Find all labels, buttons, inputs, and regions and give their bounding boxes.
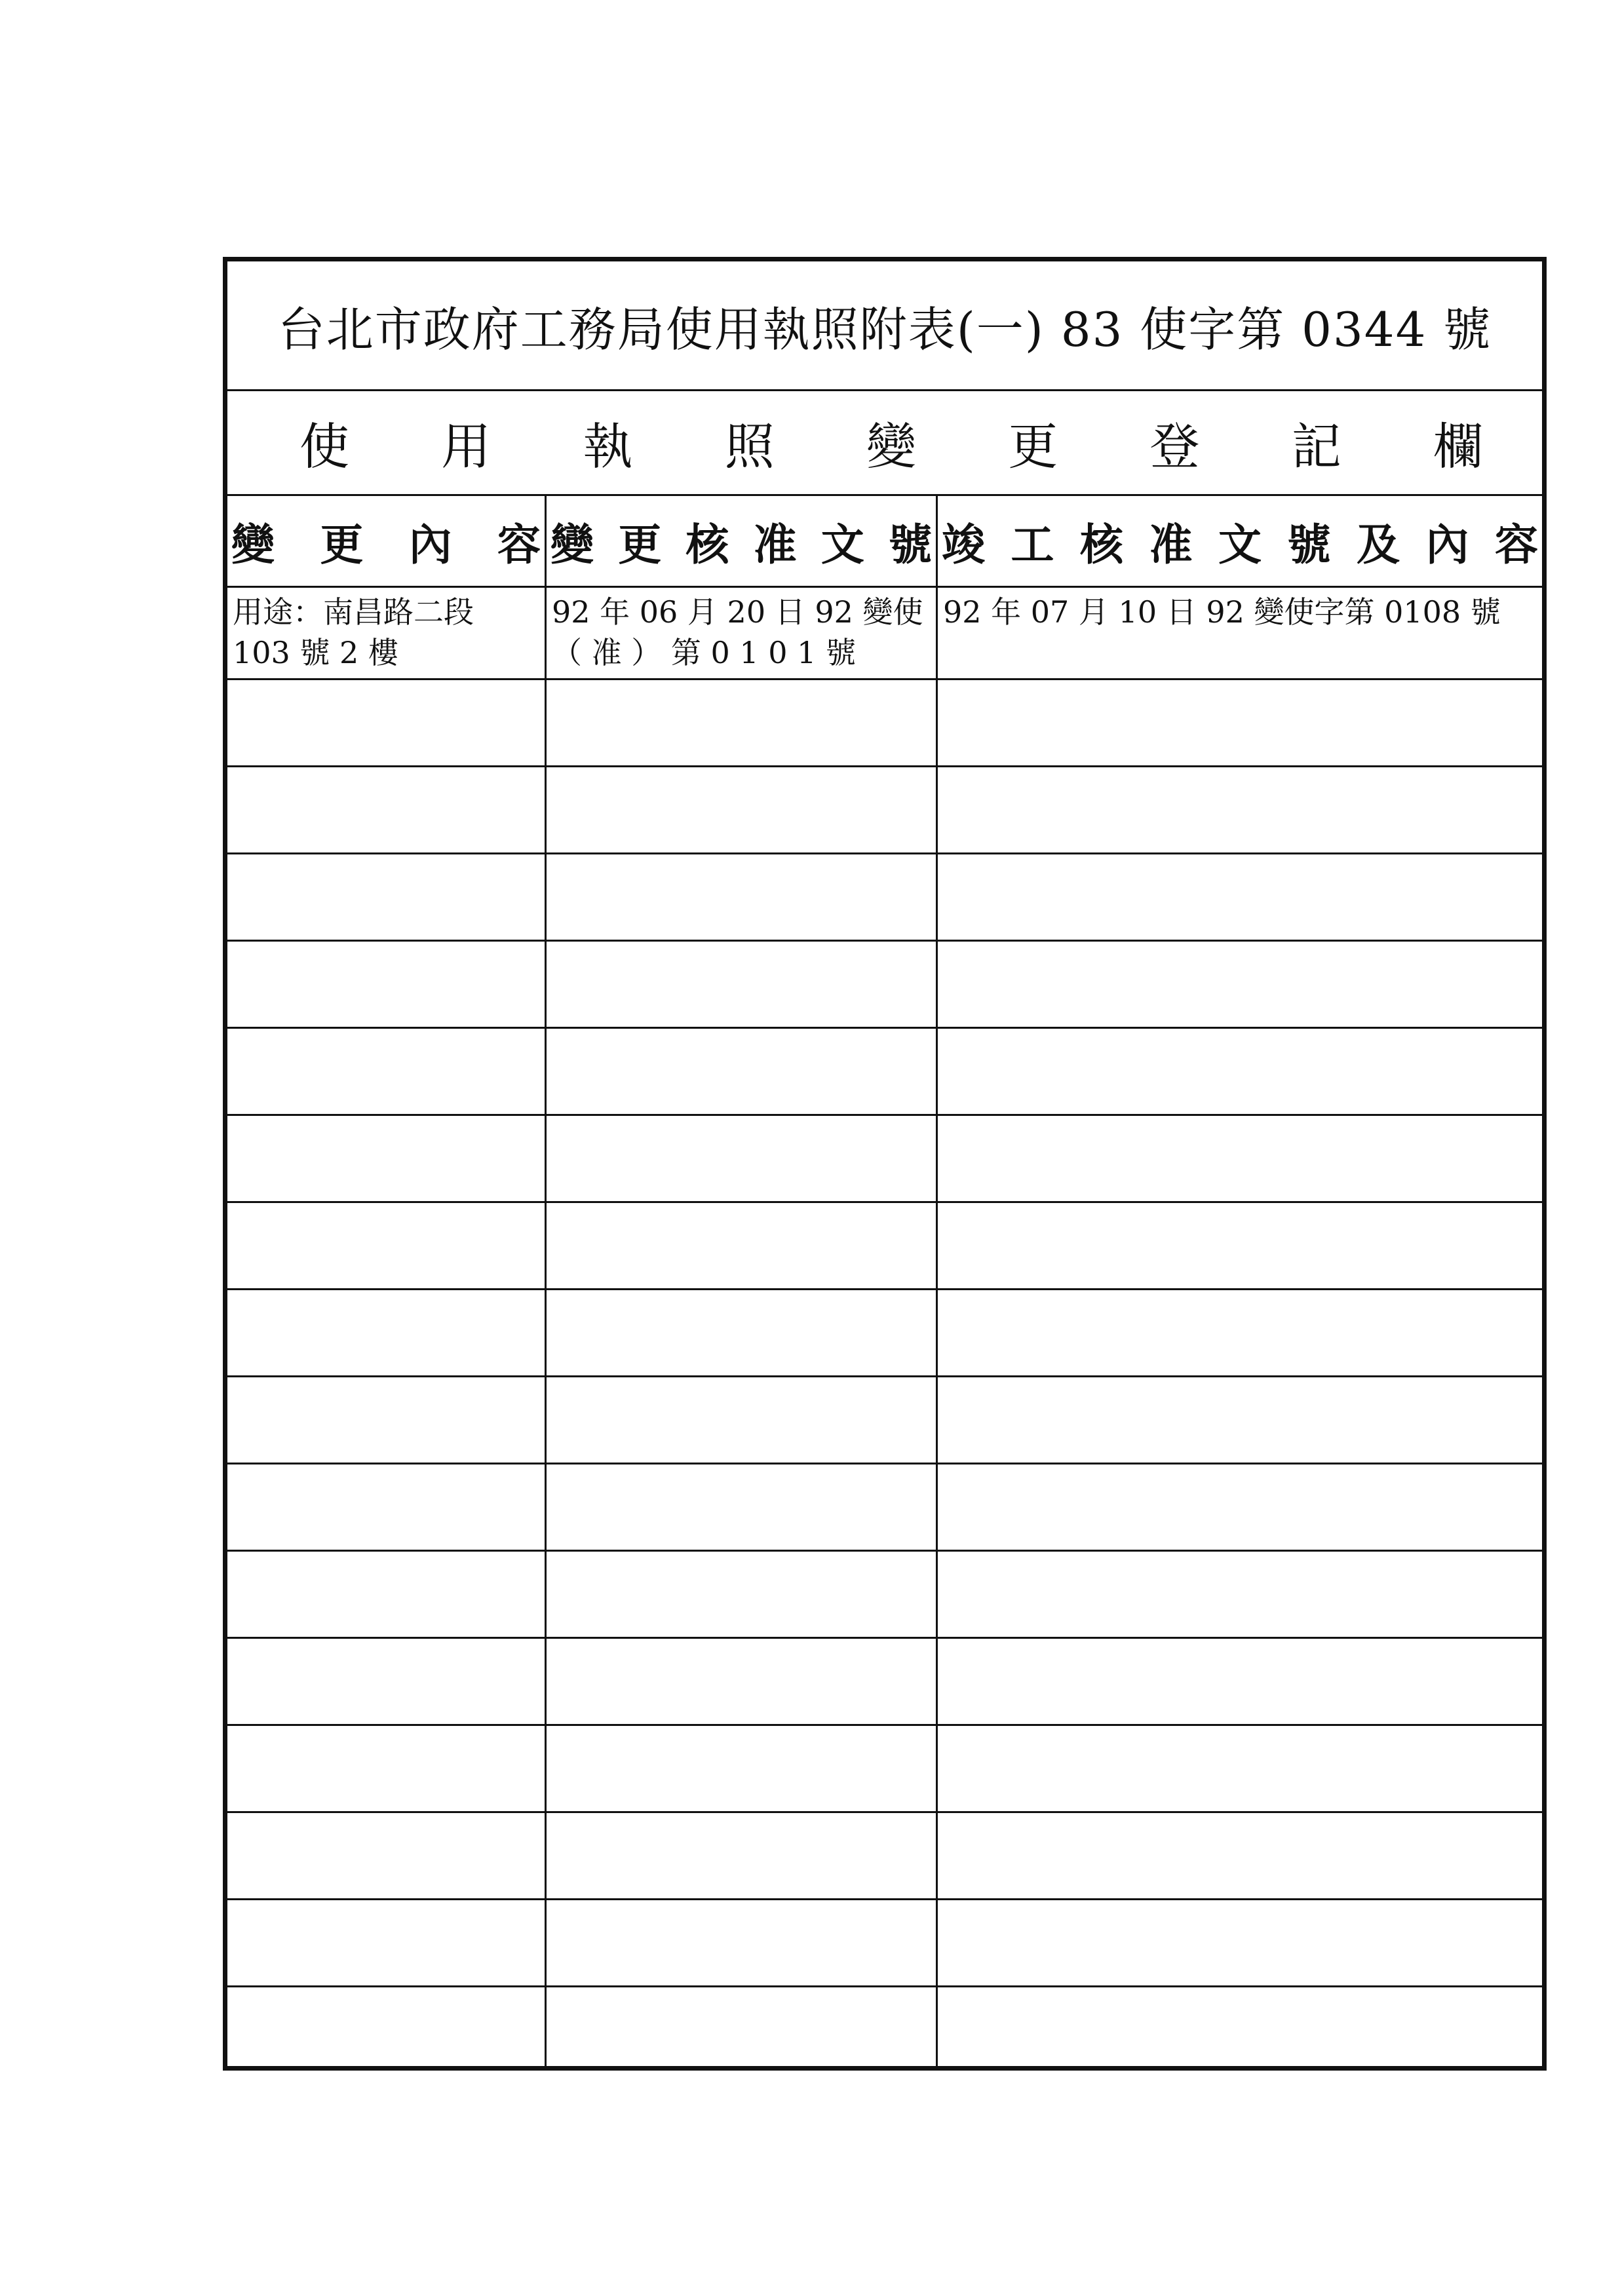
header-char: 更	[618, 519, 662, 570]
row-divider	[227, 1027, 1542, 1029]
cell-line: 103 號 2 樓	[233, 635, 398, 670]
form-title: 台北市政府工務局使用執照附表(一) 83 使字第 0344 號	[227, 261, 1542, 391]
cell-line: （ 准 ） 第 0 1 0 1 號	[552, 635, 857, 670]
header-char: 准	[1149, 519, 1193, 570]
heading-char: 執	[583, 417, 633, 476]
row-divider	[227, 1463, 1542, 1464]
row-divider	[227, 940, 1542, 942]
cell-line: 用途：南昌路二段	[233, 594, 474, 630]
header-char: 文	[1218, 519, 1262, 570]
license-appendix-form	[223, 257, 1547, 2071]
row-divider	[227, 1550, 1542, 1552]
row-divider	[227, 1375, 1542, 1377]
header-char: 及	[1357, 519, 1400, 570]
header-char: 容	[497, 519, 541, 570]
column-header-change-content	[227, 496, 545, 588]
column-header-completion-approval	[938, 496, 1542, 588]
header-char: 工	[1011, 519, 1054, 570]
heading-char: 欄	[1433, 417, 1483, 476]
row-divider	[227, 1724, 1542, 1726]
row-divider	[227, 1898, 1542, 1900]
change-record-table	[227, 496, 1542, 2066]
header-char: 文	[820, 519, 864, 570]
row-divider	[227, 1637, 1542, 1639]
section-heading	[227, 391, 1542, 496]
row-divider	[227, 1114, 1542, 1116]
cell-completion-approval	[943, 592, 1538, 632]
row-divider	[227, 1811, 1542, 1813]
heading-char: 用	[441, 417, 492, 476]
cell-line: 92 年 07 月 10 日 92 變使字第 0108 號	[943, 594, 1501, 630]
header-char: 號	[1287, 519, 1331, 570]
heading-char: 使	[299, 417, 349, 476]
header-char: 變	[550, 519, 594, 570]
heading-char: 變	[866, 417, 916, 476]
header-char: 核	[1080, 519, 1123, 570]
header-char: 內	[1425, 519, 1469, 570]
header-char: 更	[320, 519, 364, 570]
heading-char: 照	[724, 417, 775, 476]
row-divider	[227, 1201, 1542, 1203]
column-divider	[936, 496, 938, 2066]
column-divider	[545, 496, 547, 2066]
cell-change-content	[233, 592, 541, 673]
row-divider	[227, 1985, 1542, 1987]
header-char: 內	[408, 519, 452, 570]
row-divider	[227, 678, 1542, 680]
heading-char: 更	[1008, 417, 1058, 476]
cell-approval-number	[552, 592, 932, 673]
row-divider	[227, 765, 1542, 767]
heading-char: 記	[1291, 417, 1341, 476]
header-char: 竣	[942, 519, 985, 570]
column-header-approval-number	[547, 496, 936, 588]
heading-char: 登	[1149, 417, 1200, 476]
header-char: 核	[685, 519, 729, 570]
header-char: 號	[888, 519, 932, 570]
header-char: 變	[231, 519, 275, 570]
header-char: 容	[1495, 519, 1538, 570]
row-divider	[227, 1288, 1542, 1290]
cell-line: 92 年 06 月 20 日 92 變使	[552, 594, 923, 630]
row-divider	[227, 852, 1542, 854]
header-char: 准	[753, 519, 797, 570]
